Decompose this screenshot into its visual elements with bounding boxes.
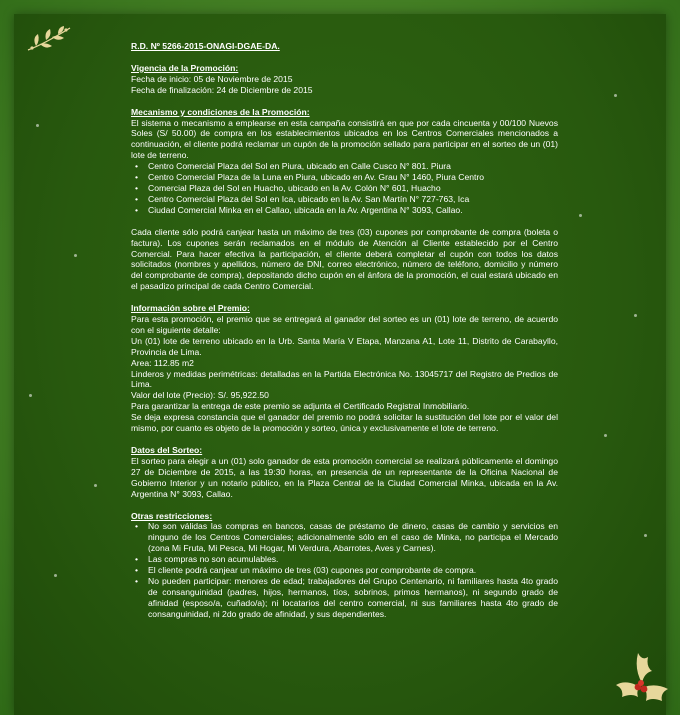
promotion-document [131, 41, 558, 620]
start-date: Fecha de inicio: 05 de Noviembre de 2015 [131, 73, 293, 84]
list-item: • Centro Comercial Plaza del Sol en Ica, ubicado en la Av. San Martín N° 727-763, Ica [148, 194, 558, 205]
snow-dot [644, 534, 647, 537]
premio-heading: Información sobre el Premio: [131, 303, 250, 314]
vigencia-heading: Vigencia de la Promoción: [131, 62, 239, 73]
mecanismo-detail: Cada cliente sólo podrá canjear hasta un máximo de tres (03) cupones por comprobante de compra (boleta o factura). Los cupones serán reclamados en el módulo de Atención al Cliente establecido por el Centro Comercial. Para hacer efectiva la participación, el cliente deberá completar el cupón con todos los datos solicitados (nombres y apellidos, número de DNI, correo electrónico, número de teléfono, domicilio y número del comprobante de compra), depositando dicho cupón en el ánfora de la promoción, el cual estará ubicado en el pasadizo principal de cada Centro Comercial. [131, 226, 558, 292]
list-item: • No pueden participar: menores de edad; trabajadores del Grupo Centenario, ni familiares hasta 4to grado de consanguinidad (padres, hijos, hermanos, tíos, sobrinos, primos hermanos), ni segundo grado de afinidad (esposo/a, cuñado/a); ni locatarios del centro comercial, ni sus familiares hasta 4to grado de consanguinidad, ni 2do grado de afinidad, y sus dependientes. [148, 576, 558, 620]
list-item: • Las compras no son acumulables. [148, 554, 558, 565]
list-item: • El cliente podrá canjear un máximo de tres (03) cupones por comprobante de compra. [148, 565, 558, 576]
centers-list [131, 161, 558, 216]
snow-dot [54, 574, 57, 577]
snow-dot [74, 254, 77, 257]
snow-dot [29, 394, 32, 397]
snow-dot [604, 434, 607, 437]
list-item: • No son válidas las compras en bancos, casas de préstamo de dinero, casas de cambio y servicios en ninguno de los Centros Comerciales; adicionalmente sólo en el caso de Minka, no participa el Mercado (zona Mi Fruta, Mi Pesca, Mi Hogar, Mi Verdura, Abarrotes, Aves y Carnes). [148, 521, 558, 554]
end-date: Fecha de finalización: 24 de Diciembre de 2015 [131, 84, 313, 95]
mecanismo-intro: El sistema o mecanismo a emplearse en esta campaña consistirá en que por cada cincuenta y 00/100 Nuevos Soles (S/ 50.00) de compra en los establecimientos ubicados en los Centros Comerciales mencionados a continuación, el cliente podrá reclamar un cupón de la promoción sellado para participar en el sorteo de un (01) lote de terreno. [131, 117, 558, 161]
premio-line: Para garantizar la entrega de este premio se adjunta el Certificado Registral Inmobiliario. [131, 401, 470, 412]
premio-line: Para esta promoción, el premio que se entregará al ganador del sorteo es un (01) lote de terreno, de acuerdo con el siguiente detalle: [131, 314, 558, 335]
mecanismo-heading: Mecanismo y condiciones de la Promoción: [131, 106, 310, 117]
premio-line: Valor del lote (Precio): S/. 95,922.50 [131, 390, 269, 401]
restricciones-heading: Otras restricciones: [131, 510, 213, 521]
snow-dot [634, 314, 637, 317]
premio-line: Un (01) lote de terreno ubicado en la Urb. Santa María V Etapa, Manzana A1, Lote 11, Distrito de Carabayllo, Provincia de Lima. [131, 335, 558, 357]
premio-line: Linderos y medidas perimétricas: detalladas en la Partida Electrónica No. 13045717 del Registro de Predios de Lima. [131, 368, 558, 390]
premio-line: Se deja expresa constancia que el ganador del premio no podrá solicitar la sustitución del lote por el valor del mismo, por cuanto es objeto de la promoción y sorteo, única y exclusivamente el lote de terreno. [131, 412, 558, 434]
snow-dot [94, 484, 97, 487]
document-title: R.D. Nº 5266-2015-ONAGI-DGAE-DA. [131, 41, 280, 51]
list-item: • Centro Comercial Plaza de la Luna en Piura, ubicado en Av. Grau N° 1460, Piura Centro [148, 172, 558, 183]
sorteo-text: El sorteo para elegir a un (01) solo ganador de esta promoción comercial se realizará públicamente el domingo 27 de Diciembre de 2015, a las 19:30 horas, en presencia de un representante de la Oficina Nacional de Gobierno Interior y un notario público, en la Plaza Central de la Ciudad Comercial Minka, ubicada en la Av. Argentina N° 3093, Callao. [131, 455, 558, 499]
list-item: • Centro Comercial Plaza del Sol en Piura, ubicado en Calle Cusco N° 801. Piura [148, 161, 558, 172]
holly-leaves-icon [614, 647, 670, 707]
mistletoe-sprig-icon [26, 24, 72, 56]
snow-dot [614, 94, 617, 97]
snow-dot [579, 214, 582, 217]
list-item: • Ciudad Comercial Minka en el Callao, ubicada en la Av. Argentina N° 3093, Callao. [148, 205, 558, 216]
restricciones-list [131, 521, 558, 619]
premio-line: Area: 112.85 m2 [131, 357, 194, 368]
sorteo-heading: Datos del Sorteo: [131, 445, 203, 455]
snow-dot [36, 124, 39, 127]
list-item: • Comercial Plaza del Sol en Huacho, ubicado en la Av. Colón N° 601, Huacho [148, 183, 558, 194]
